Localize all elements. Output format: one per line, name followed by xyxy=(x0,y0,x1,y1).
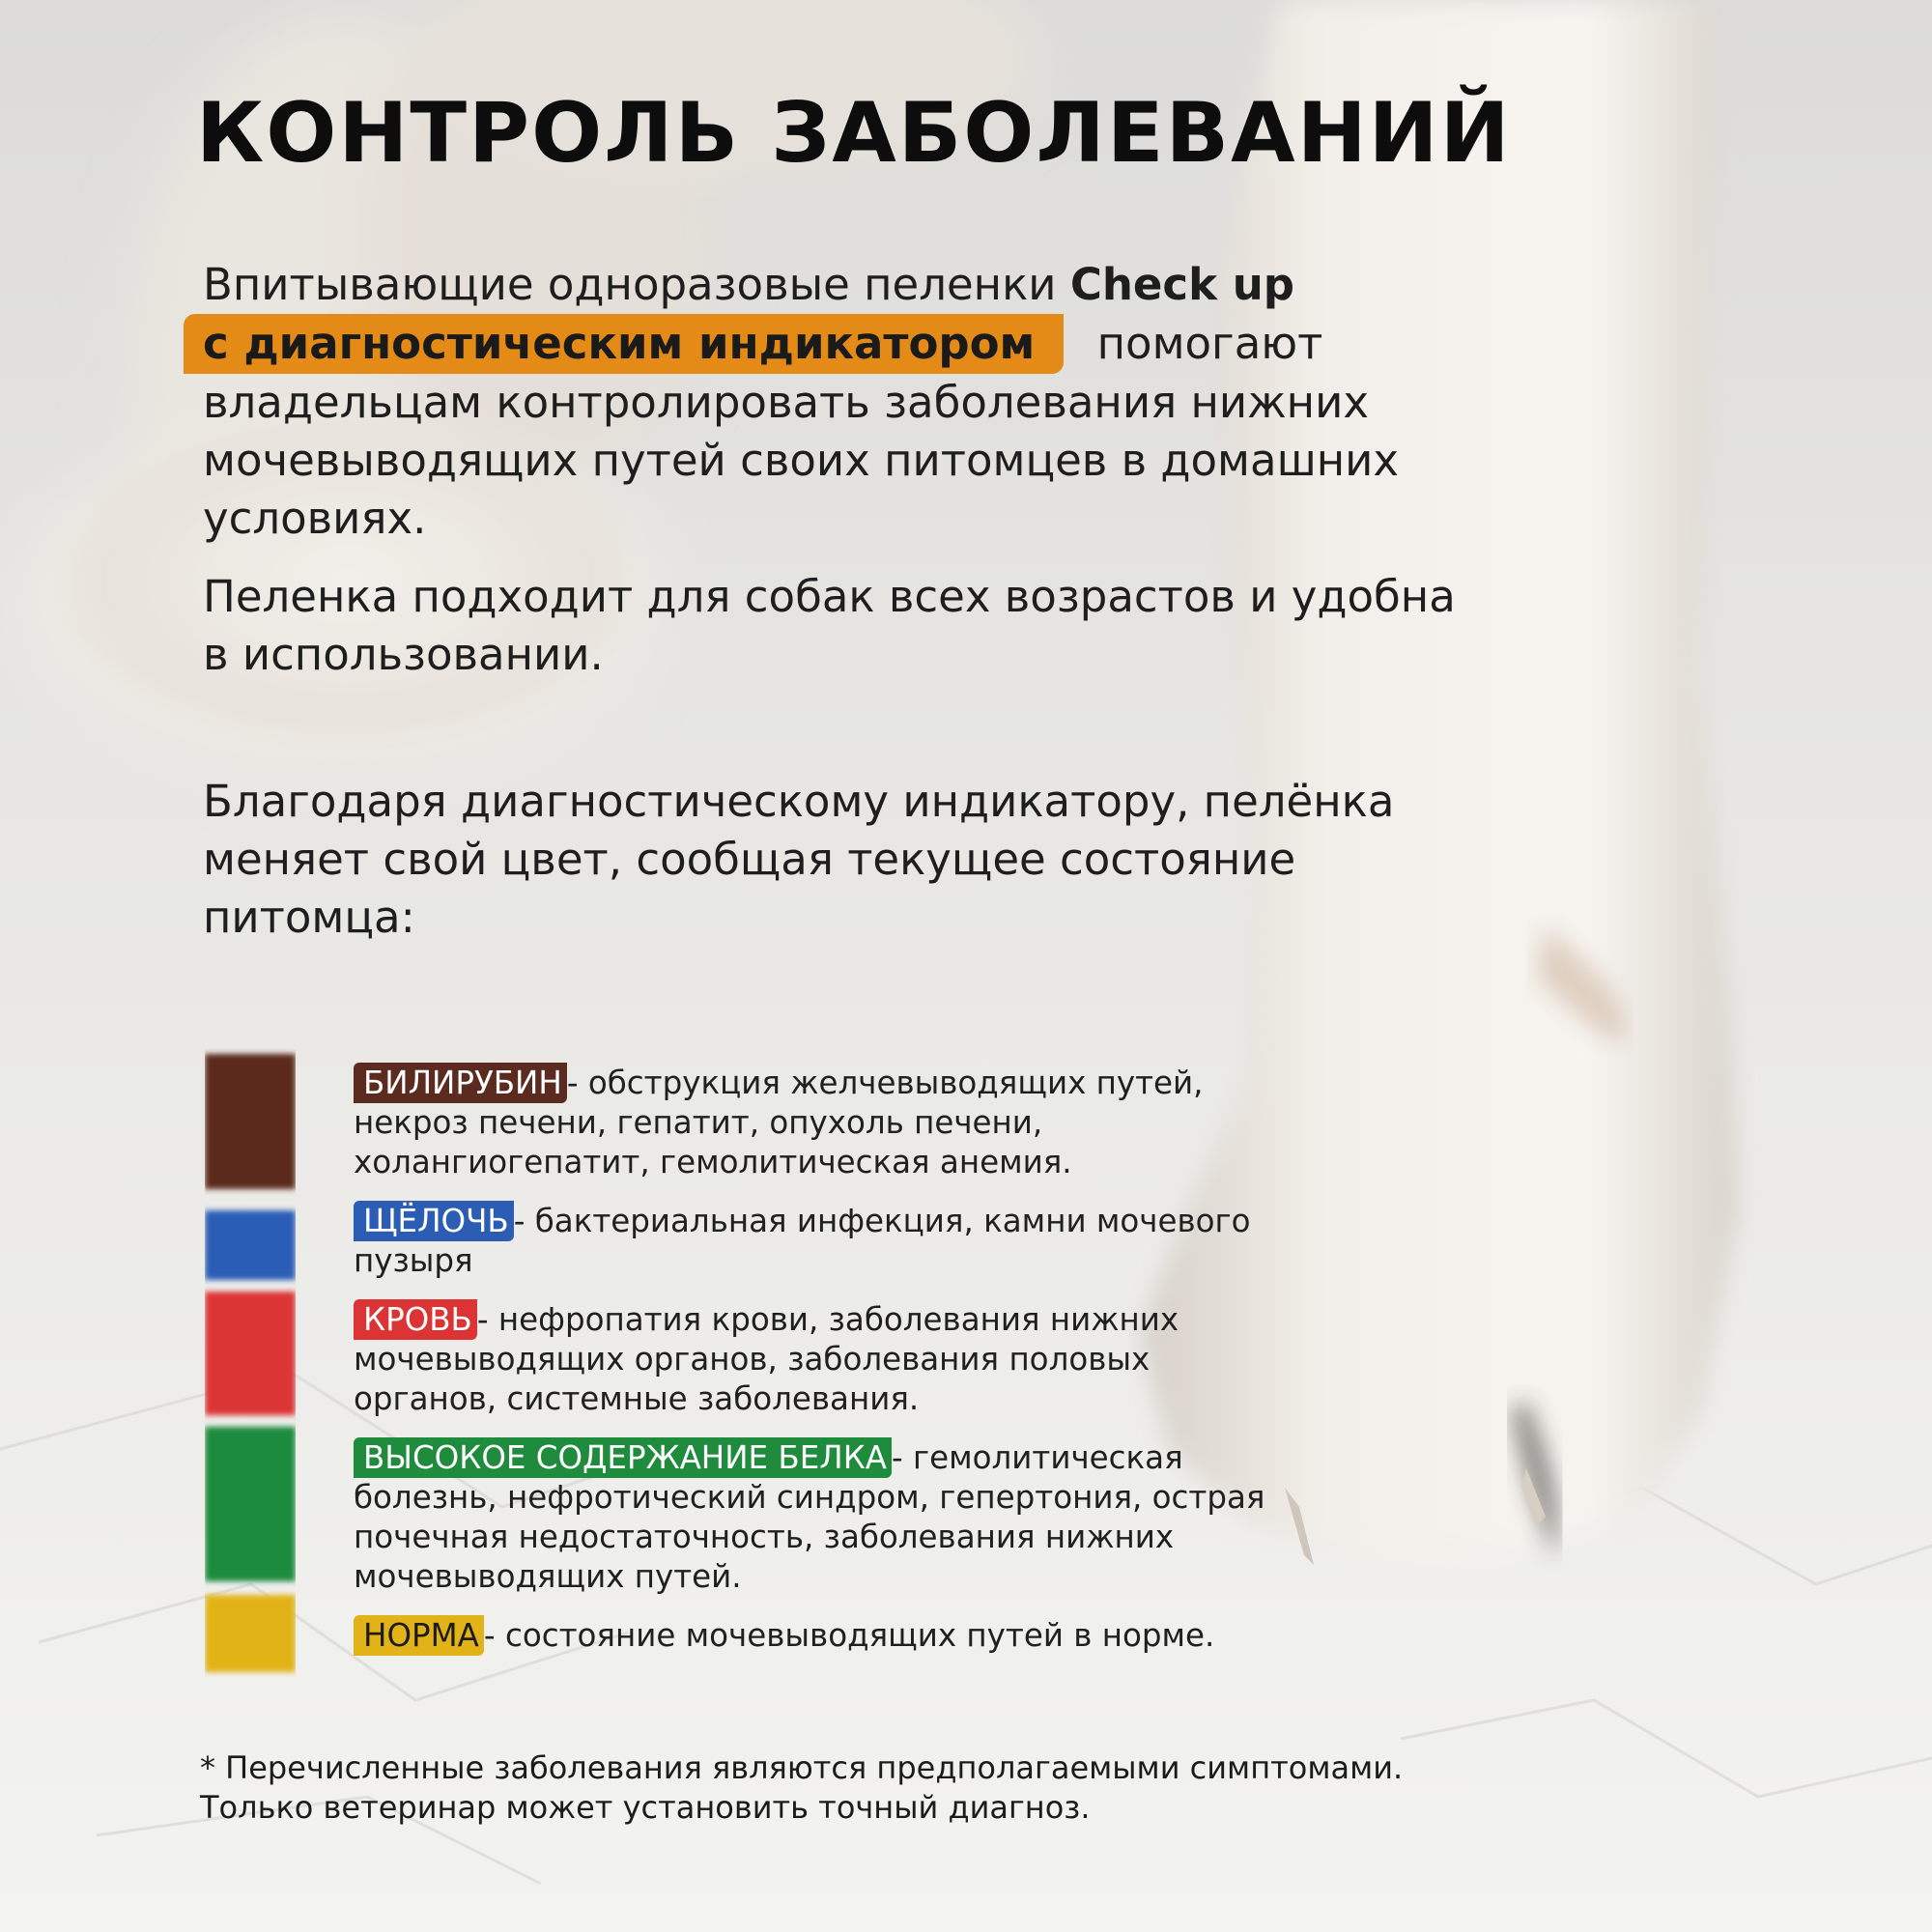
legend-description: - обструкция желчевыводящих путей, некроз печени, гепатит, опухоль печени, холангиогепатит, гемолитическая анемия. xyxy=(354,1065,1204,1180)
legend-tag-blood: КРОВЬ xyxy=(354,1299,477,1340)
strip-segment-normal xyxy=(205,1595,296,1672)
footnote-line-2: Только ветеринар может установить точный диагноз. xyxy=(200,1789,1091,1826)
strip-segment-protein xyxy=(205,1427,296,1581)
footnote xyxy=(200,1748,1842,1828)
legend-item-protein xyxy=(354,1437,1281,1597)
footnote-line-1: * Перечисленные заболевания являются предполагаемыми симптомами. xyxy=(200,1749,1404,1786)
legend-description: - гемолитическая болезнь, нефротический синдром, гепертония, острая почечная недостаточность, заболевания нижних мочевыводящих путей. xyxy=(354,1439,1265,1595)
strip-segment-bilirubin xyxy=(205,1054,296,1189)
page-title: КОНТРОЛЬ ЗАБОЛЕВАНИЙ xyxy=(196,85,1512,182)
legend-tag-normal: НОРМА xyxy=(354,1615,484,1656)
legend-item-bilirubin xyxy=(354,1063,1281,1182)
legend-description: - бактериальная инфекция, камни мочевого пузыря xyxy=(354,1203,1251,1279)
legend-item-blood xyxy=(354,1299,1281,1419)
legend-description: - состояние мочевыводящих путей в норме. xyxy=(483,1617,1215,1654)
intro-text-start: Впитывающие одноразовые пеленки xyxy=(203,259,1057,310)
highlight-indicator: с диагностическим индикатором xyxy=(184,314,1064,374)
intro-paragraph xyxy=(203,256,1594,548)
legend-tag-bilirubin: БИЛИРУБИН xyxy=(354,1063,567,1103)
indicator-intro-paragraph: Благодаря диагностическому индикатору, пелёнка меняет свой цвет, сообщая текущее состояние питомца: xyxy=(203,776,1395,943)
legend-tag-alkali: ЩЁЛОЧЬ xyxy=(354,1201,514,1241)
strip-segment-blood xyxy=(205,1292,296,1415)
intro-text-rest: помогают владельцам контролировать заболевания нижних мочевыводящих путей своих питомцев в домашних условиях. xyxy=(203,318,1400,544)
brand-name: Check up xyxy=(1069,259,1294,310)
legend-item-alkali xyxy=(354,1201,1281,1281)
legend-description: - нефропатия крови, заболевания нижних мочевыводящих органов, заболевания половых органов, системные заболевания. xyxy=(354,1301,1179,1417)
suitability-paragraph: Пеленка подходит для собак всех возрастов и удобна в использовании. xyxy=(203,571,1456,680)
strip-segment-alkali xyxy=(205,1210,296,1280)
legend-item-normal xyxy=(354,1615,1281,1656)
indicator-color-strip xyxy=(205,1048,296,1686)
legend-tag-protein: ВЫСОКОЕ СОДЕРЖАНИЕ БЕЛКА xyxy=(354,1437,892,1478)
